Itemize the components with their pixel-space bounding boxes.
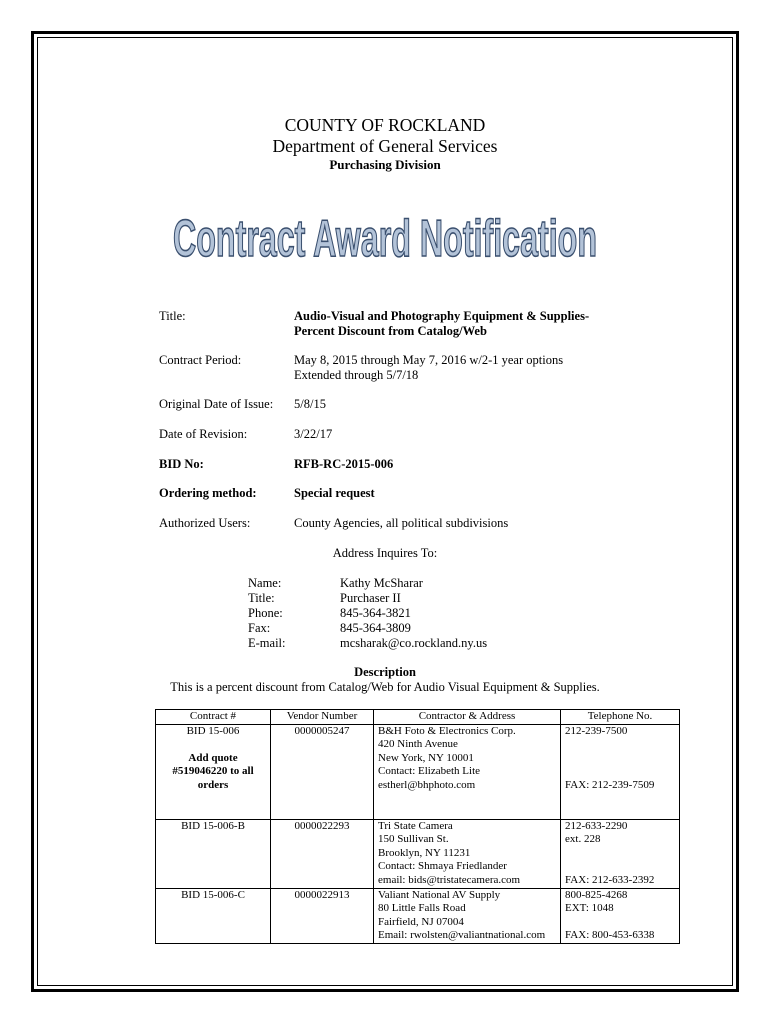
- cell-spacer: [565, 765, 675, 779]
- contact-email[interactable]: mcsharak@co.rockland.ny.us: [340, 636, 488, 650]
- contact-fax-label: Fax:: [248, 621, 271, 635]
- telephone-extension: EXT: 1048: [565, 902, 614, 914]
- header-vendor-number: Vendor Number: [271, 710, 374, 725]
- contact-name: Kathy McSharar: [340, 576, 423, 590]
- contractor-address: [374, 819, 561, 888]
- contact-title-label: Title:: [248, 591, 275, 605]
- title-label: Title:: [159, 309, 186, 323]
- contract-period-line1: May 8, 2015 through May 7, 2016 w/2-1 year options: [294, 353, 564, 367]
- contractor-email[interactable]: Email: rwolsten@valiantnational.com: [378, 929, 546, 941]
- title-value-line1: Audio-Visual and Photography Equipment & Supplies-: [294, 309, 590, 323]
- contractor-street: 420 Ninth Avenue: [378, 738, 458, 750]
- cell-spacer: [160, 738, 266, 752]
- contact-name-label: Name:: [248, 576, 282, 590]
- vendor-number: 0000005247: [271, 724, 374, 819]
- cell-spacer: [565, 860, 675, 874]
- ordering-method-label: Ordering method:: [159, 486, 257, 500]
- contractor-name: Valiant National AV Supply: [378, 888, 501, 901]
- contact-title: Purchaser II: [340, 591, 401, 605]
- contract-number: BID 15-006: [186, 724, 240, 737]
- contractor-name: Tri State Camera: [378, 819, 453, 832]
- table-row: [156, 819, 680, 888]
- contractor-email[interactable]: email: bids@tristatecamera.com: [378, 873, 521, 886]
- revision-date-label: Date of Revision:: [159, 427, 248, 441]
- authorized-users-label: Authorized Users:: [159, 516, 251, 530]
- division-name: Purchasing Division: [329, 157, 441, 172]
- contract-period-value: [294, 353, 563, 383]
- contractor-contact: Contact: Shmaya Friedlander: [378, 860, 507, 872]
- contract-award-banner: [165, 200, 605, 270]
- contractor-address: [374, 888, 561, 943]
- table-row: [156, 888, 680, 943]
- revision-date-value: 3/22/17: [294, 427, 333, 441]
- quote-note-line1: Add quote: [188, 751, 238, 764]
- cell-spacer: [565, 738, 675, 752]
- cell-spacer: [565, 752, 675, 766]
- banner-text: Contract Award Notification: [173, 210, 597, 268]
- telephone-cell: [561, 724, 680, 819]
- contact-fax: 845-364-3809: [340, 621, 411, 635]
- contract-period-label: Contract Period:: [159, 353, 242, 367]
- contractor-address: [374, 724, 561, 819]
- fax-number: FAX: 800-453-6338: [565, 929, 655, 941]
- county-name: COUNTY OF ROCKLAND: [284, 115, 486, 135]
- original-date-label: Original Date of Issue:: [159, 397, 274, 411]
- contractor-email[interactable]: estherl@bhphoto.com: [378, 778, 476, 791]
- telephone-extension: ext. 228: [565, 833, 601, 845]
- contractor-street: 150 Sullivan St.: [378, 833, 449, 845]
- authorized-users-value: County Agencies, all political subdivisions: [294, 516, 509, 530]
- cell-spacer: [565, 847, 675, 861]
- cell-spacer: [565, 916, 675, 930]
- contact-phone-label: Phone:: [248, 606, 283, 620]
- contracts-table: [155, 709, 680, 944]
- telephone-cell: [561, 888, 680, 943]
- header-contractor-address: Contractor & Address: [374, 710, 561, 725]
- vendor-number: 0000022913: [271, 888, 374, 943]
- header-telephone: Telephone No.: [561, 710, 680, 725]
- contractor-contact: Contact: Elizabeth Lite: [378, 765, 481, 777]
- contract-cell: [156, 724, 271, 819]
- header-contract-number: Contract #: [156, 710, 271, 725]
- original-date-value: 5/8/15: [294, 397, 326, 411]
- bid-no-value: RFB-RC-2015-006: [294, 457, 394, 471]
- ordering-method-value: Special request: [294, 486, 375, 500]
- table-row: [156, 724, 680, 819]
- contractor-city: Fairfield, NJ 07004: [378, 915, 464, 928]
- telephone-number: 800-825-4268: [565, 888, 628, 901]
- contract-period-line2: Extended through 5/7/18: [294, 368, 419, 382]
- title-value: [294, 309, 589, 339]
- contractor-city: New York, NY 10001: [378, 751, 474, 764]
- title-value-line2: Percent Discount from Catalog/Web: [294, 324, 487, 338]
- contract-number: BID 15-006-C: [156, 888, 271, 943]
- telephone-number: 212-633-2290: [565, 819, 628, 832]
- department-name: Department of General Services: [272, 136, 498, 156]
- contact-email-label: E-mail:: [248, 636, 286, 650]
- table-header-row: [156, 710, 680, 725]
- contract-number: BID 15-006-B: [156, 819, 271, 888]
- vendor-number: 0000022293: [271, 819, 374, 888]
- fax-number: FAX: 212-633-2392: [565, 873, 655, 886]
- description-text: This is a percent discount from Catalog/Web for Audio Visual Equipment & Supplies.: [170, 680, 600, 694]
- contact-phone: 845-364-3821: [340, 606, 411, 620]
- fax-number: FAX: 212-239-7509: [565, 778, 655, 791]
- bid-no-label: BID No:: [159, 457, 204, 471]
- telephone-cell: [561, 819, 680, 888]
- contractor-city: Brooklyn, NY 11231: [378, 846, 471, 859]
- quote-note-line2: #519046220 to all: [172, 765, 254, 777]
- contractor-street: 80 Little Falls Road: [378, 902, 466, 914]
- address-inquiries-heading: Address Inquires To:: [332, 546, 438, 560]
- telephone-number: 212-239-7500: [565, 724, 628, 737]
- contractor-name: B&H Foto & Electronics Corp.: [378, 724, 516, 737]
- quote-note-line3: orders: [197, 778, 229, 791]
- description-heading: Description: [354, 665, 416, 679]
